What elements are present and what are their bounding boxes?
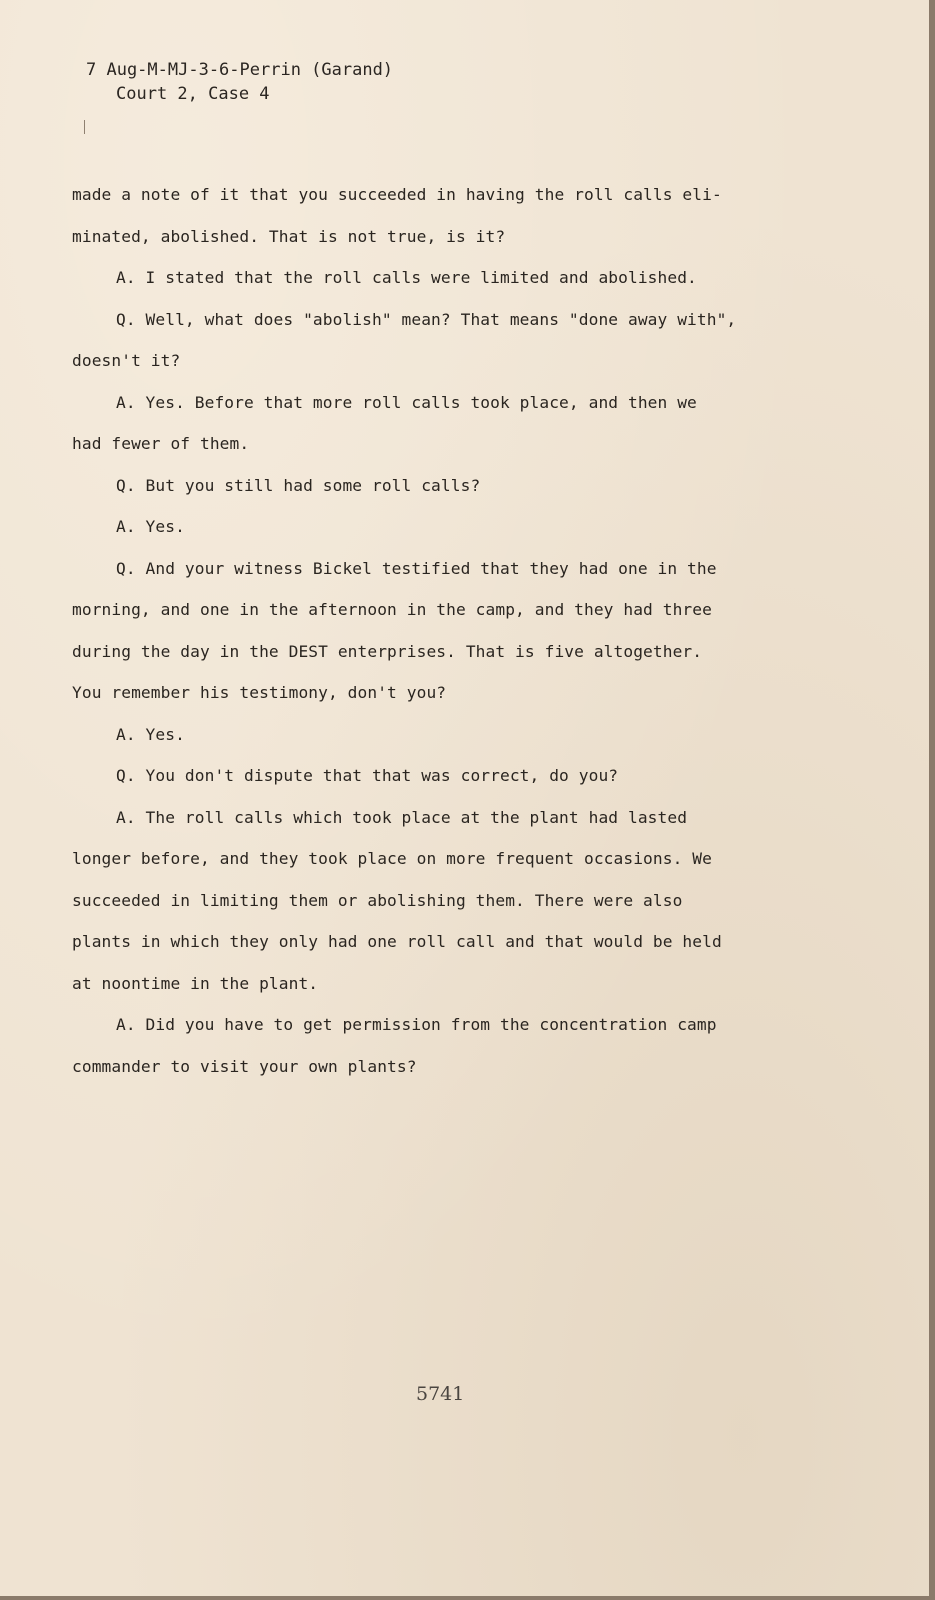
transcript-line: longer before, and they took place on more frequent occasions. We <box>72 849 712 868</box>
question-line: Q. Well, what does "abolish" mean? That means "done away with", <box>116 309 737 329</box>
question-line: Q. You don't dispute that that was correct, do you? <box>116 766 619 785</box>
transcript-line: made a note of it that you succeeded in having the roll calls eli- <box>72 185 722 204</box>
question-line: Q. But you still had some roll calls? <box>116 475 481 495</box>
transcript-line: minated, abolished. That is not true, is it? <box>72 226 506 246</box>
transcript-line: plants in which they only had one roll call and that would be held <box>72 932 722 951</box>
answer-line: A. Yes. <box>116 724 185 744</box>
header-court-line: Court 2, Case 4 <box>116 84 270 104</box>
document-header <box>86 58 393 106</box>
question-line: Q. And your witness Bickel testified that they had one in the <box>116 558 717 578</box>
answer-line: A. The roll calls which took place at the plant had lasted <box>116 807 688 827</box>
transcript-line: succeeded in limiting them or abolishing them. There were also <box>72 890 683 910</box>
answer-line: A. I stated that the roll calls were limited and abolished. <box>116 268 697 287</box>
answer-line: A. Yes. <box>116 517 185 536</box>
header-session-line: 7 Aug-M-MJ-3-6-Perrin (Garand) <box>86 60 394 80</box>
transcript-line: doesn't it? <box>72 351 181 370</box>
page-number: 5741 <box>416 1383 465 1405</box>
transcript-line: during the day in the DEST enterprises. That is five altogether. <box>72 641 703 661</box>
margin-mark <box>84 120 85 134</box>
transcript-line: had fewer of them. <box>72 434 250 453</box>
transcript-line: commander to visit your own plants? <box>72 1056 417 1076</box>
transcript-line: at noontime in the plant. <box>72 973 319 993</box>
answer-line: A. Yes. Before that more roll calls took place, and then we <box>116 392 697 412</box>
transcript-body <box>72 180 832 1093</box>
transcript-line: morning, and one in the afternoon in the camp, and they had three <box>72 600 712 619</box>
transcript-line: You remember his testimony, don't you? <box>72 683 447 702</box>
answer-line: A. Did you have to get permission from the concentration camp <box>116 1015 717 1034</box>
